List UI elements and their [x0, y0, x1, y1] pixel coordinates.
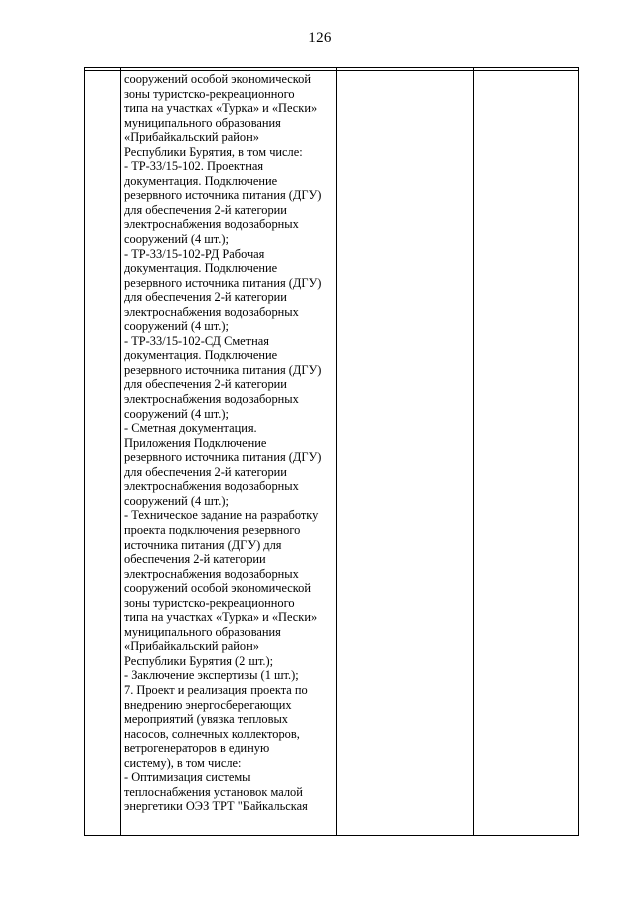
text-line: сооружений особой экономической: [124, 72, 311, 86]
text-line: электроснабжения водозаборных: [124, 479, 299, 494]
text-line: энергетики ОЭЗ ТРТ "Байкальская: [124, 799, 308, 814]
text-line: - Заключение экспертизы (1 шт.);: [124, 668, 299, 683]
text-line: систему), в том числе:: [124, 755, 242, 770]
text-line: - Сметная документация.: [124, 421, 257, 436]
text-line: документация. Подключение: [124, 348, 278, 363]
cell-column-4: [473, 70, 578, 835]
page-number: 126: [308, 30, 332, 46]
text-line: 7. Проект и реализация проекта по: [124, 682, 308, 697]
text-line: сооружений (4 шт.);: [124, 319, 229, 334]
text-line: для обеспечения 2-й категории: [124, 377, 287, 392]
text-line: - Оптимизация системы: [124, 770, 251, 785]
cell-description: [124, 72, 340, 814]
text-line: обеспечения 2-й категории: [124, 552, 266, 567]
text-line: источника питания (ДГУ) для: [124, 537, 282, 552]
text-line: типа на участках «Турка» и «Пески»: [124, 610, 318, 625]
text-line: внедрению энергосберегающих: [124, 697, 292, 712]
text-line: зоны туристско-рекреационного: [124, 86, 295, 101]
text-line: зоны туристско-рекреационного: [124, 595, 295, 610]
text-line: резервного источника питания (ДГУ): [124, 275, 322, 290]
text-line: «Прибайкальский район»: [124, 639, 259, 654]
text-line: мероприятий (увязка тепловых: [124, 712, 288, 727]
text-line: Республики Бурятия, в том числе:: [124, 144, 303, 159]
text-line: Приложения Подключение: [124, 435, 267, 450]
text-line: Республики Бурятия (2 шт.);: [124, 653, 274, 668]
text-line: электроснабжения водозаборных: [124, 217, 299, 232]
text-line: электроснабжения водозаборных: [124, 304, 299, 319]
text-line: резервного источника питания (ДГУ): [124, 362, 322, 377]
text-line: теплоснабжения установок малой: [124, 784, 303, 799]
text-line: резервного источника питания (ДГУ): [124, 188, 322, 203]
text-line: - ТР-33/15-102. Проектная: [124, 159, 264, 174]
text-line: для обеспечения 2-й категории: [124, 290, 287, 305]
text-line: сооружений (4 шт.);: [124, 493, 229, 508]
text-line: документация. Подключение: [124, 173, 278, 188]
text-line: электроснабжения водозаборных: [124, 392, 299, 407]
text-line: муниципального образования: [124, 624, 281, 639]
cell-number: [85, 70, 120, 835]
document-table: [84, 67, 579, 836]
text-line: ветрогенераторов в единую: [124, 741, 270, 756]
cell-column-3: [336, 70, 473, 835]
text-line: сооружений (4 шт.);: [124, 232, 229, 247]
text-line: для обеспечения 2-й категории: [124, 464, 287, 479]
text-line: муниципального образования: [124, 115, 281, 130]
table-top-border: [85, 67, 578, 68]
text-line: проекта подключения резервного: [124, 522, 301, 537]
text-line: - ТР-33/15-102-РД Рабочая: [124, 246, 265, 261]
text-line: сооружений (4 шт.);: [124, 406, 229, 421]
text-line: - ТР-33/15-102-СД Сметная: [124, 333, 269, 348]
text-line: сооружений особой экономической: [124, 581, 311, 596]
text-line: документация. Подключение: [124, 261, 278, 276]
text-line: насосов, солнечных коллекторов,: [124, 726, 300, 741]
text-line: электроснабжения водозаборных: [124, 566, 299, 581]
text-line: типа на участках «Турка» и «Пески»: [124, 101, 318, 116]
text-line: для обеспечения 2-й категории: [124, 202, 287, 217]
column-divider-1: [120, 67, 121, 835]
text-line: - Техническое задание на разработку: [124, 508, 319, 523]
text-line: резервного источника питания (ДГУ): [124, 450, 322, 465]
text-line: «Прибайкальский район»: [124, 130, 259, 145]
